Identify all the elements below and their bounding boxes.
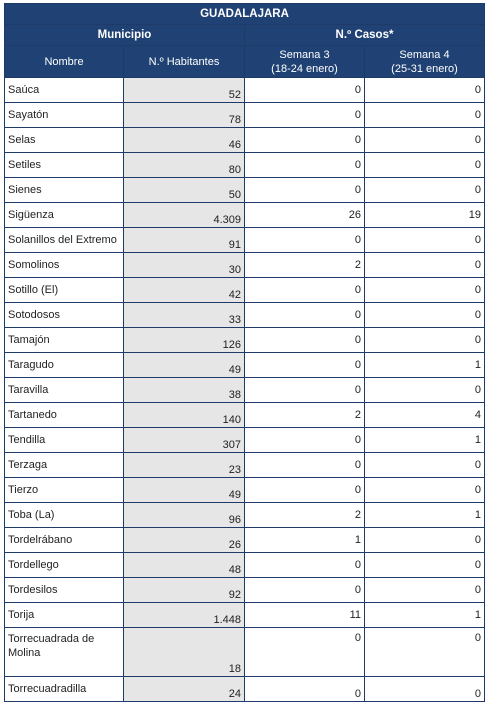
municipio-name-cell: Solanillos del Extremo [5, 228, 124, 253]
habitantes-cell: 49 [124, 478, 245, 503]
municipio-name-cell: Terzaga [5, 453, 124, 478]
table-row [5, 578, 485, 603]
habitantes-cell: 30 [124, 253, 245, 278]
municipio-header: Municipio [5, 25, 245, 46]
semana4-cell: 0 [365, 553, 485, 578]
semana3-header [245, 46, 365, 78]
municipio-name-cell: Toba (La) [5, 503, 124, 528]
habitantes-cell: 307 [124, 428, 245, 453]
table-row [5, 128, 485, 153]
municipio-name-cell: Sotillo (El) [5, 278, 124, 303]
semana3-cell: 0 [245, 378, 365, 403]
table-row [5, 553, 485, 578]
semana4-cell: 0 [365, 103, 485, 128]
semana3-cell: 26 [245, 203, 365, 228]
semana4-label: Semana 4 [399, 48, 450, 61]
habitantes-cell: 42 [124, 278, 245, 303]
table-row [5, 103, 485, 128]
semana3-cell: 2 [245, 253, 365, 278]
semana4-range: (25-31 enero) [391, 62, 458, 75]
semana3-cell: 0 [245, 628, 365, 677]
table-row [5, 153, 485, 178]
table-row [5, 428, 485, 453]
semana4-cell: 0 [365, 278, 485, 303]
table-row [5, 603, 485, 628]
semana3-cell: 0 [245, 153, 365, 178]
municipio-name-cell: Torija [5, 603, 124, 628]
habitantes-cell: 52 [124, 78, 245, 103]
semana3-cell: 1 [245, 528, 365, 553]
municipio-name-cell: Sienes [5, 178, 124, 203]
semana3-label: Semana 3 [279, 48, 330, 61]
semana4-cell: 0 [365, 128, 485, 153]
table-row [5, 528, 485, 553]
semana4-cell: 0 [365, 253, 485, 278]
habitantes-cell: 24 [124, 677, 245, 702]
municipio-name-cell: Tartanedo [5, 403, 124, 428]
habitantes-cell: 50 [124, 178, 245, 203]
habitantes-cell: 91 [124, 228, 245, 253]
municipio-name-cell: Tordelrábano [5, 528, 124, 553]
semana4-cell: 0 [365, 677, 485, 702]
semana4-cell: 0 [365, 478, 485, 503]
municipio-name-cell: Saúca [5, 78, 124, 103]
semana3-cell: 0 [245, 578, 365, 603]
cases-table [4, 3, 485, 702]
habitantes-cell: 23 [124, 453, 245, 478]
habitantes-cell: 80 [124, 153, 245, 178]
semana3-cell: 0 [245, 128, 365, 153]
habitantes-cell: 26 [124, 528, 245, 553]
municipio-name-cell: Tierzo [5, 478, 124, 503]
table-row [5, 403, 485, 428]
habitantes-cell: 140 [124, 403, 245, 428]
semana4-cell: 1 [365, 353, 485, 378]
semana3-cell: 0 [245, 303, 365, 328]
habitantes-cell: 33 [124, 303, 245, 328]
municipio-name-cell: Tamajón [5, 328, 124, 353]
habitantes-cell: 48 [124, 553, 245, 578]
semana4-cell: 0 [365, 153, 485, 178]
habitantes-cell: 38 [124, 378, 245, 403]
semana3-cell: 0 [245, 78, 365, 103]
table-row [5, 303, 485, 328]
semana4-cell: 0 [365, 528, 485, 553]
municipio-name-cell: Somolinos [5, 253, 124, 278]
semana4-cell: 0 [365, 378, 485, 403]
semana4-cell: 0 [365, 303, 485, 328]
municipio-name-cell: Selas [5, 128, 124, 153]
semana4-cell: 0 [365, 178, 485, 203]
semana4-cell: 4 [365, 403, 485, 428]
habitantes-cell: 18 [124, 628, 245, 677]
table-row [5, 353, 485, 378]
municipio-name-cell: Torrecuadrada de Molina [5, 628, 124, 677]
table-row [5, 253, 485, 278]
semana4-cell: 0 [365, 628, 485, 677]
semana4-cell: 0 [365, 328, 485, 353]
semana3-cell: 0 [245, 103, 365, 128]
semana4-cell: 0 [365, 578, 485, 603]
semana3-cell: 2 [245, 403, 365, 428]
table-row [5, 628, 485, 677]
semana3-cell: 0 [245, 553, 365, 578]
habitantes-cell: 92 [124, 578, 245, 603]
semana3-cell: 11 [245, 603, 365, 628]
municipio-name-cell: Sayatón [5, 103, 124, 128]
semana4-cell: 1 [365, 428, 485, 453]
municipio-name-cell: Taragudo [5, 353, 124, 378]
nombre-header: Nombre [5, 46, 124, 78]
municipio-name-cell: Tordesilos [5, 578, 124, 603]
semana4-cell: 19 [365, 203, 485, 228]
table-row [5, 228, 485, 253]
table-row [5, 203, 485, 228]
semana3-cell: 0 [245, 278, 365, 303]
municipio-name-cell: Setiles [5, 153, 124, 178]
table-row [5, 378, 485, 403]
semana3-cell: 0 [245, 178, 365, 203]
table-row [5, 677, 485, 702]
habitantes-cell: 49 [124, 353, 245, 378]
casos-header: N.º Casos* [245, 25, 485, 46]
semana3-cell: 0 [245, 353, 365, 378]
semana3-cell: 0 [245, 453, 365, 478]
table-title: GUADALAJARA [5, 4, 485, 25]
semana3-cell: 0 [245, 677, 365, 702]
habitantes-cell: 78 [124, 103, 245, 128]
habitantes-cell: 126 [124, 328, 245, 353]
municipio-name-cell: Sigüenza [5, 203, 124, 228]
table-row [5, 453, 485, 478]
semana4-cell: 1 [365, 503, 485, 528]
habitantes-cell: 4.309 [124, 203, 245, 228]
table-row [5, 328, 485, 353]
municipio-name-cell: Tendilla [5, 428, 124, 453]
semana4-cell: 0 [365, 453, 485, 478]
table-row [5, 78, 485, 103]
table-row [5, 478, 485, 503]
municipio-name-cell: Torrecuadradilla [5, 677, 124, 702]
semana4-header [365, 46, 485, 78]
habitantes-cell: 96 [124, 503, 245, 528]
habitantes-header: N.º Habitantes [124, 46, 245, 78]
semana4-cell: 0 [365, 78, 485, 103]
semana4-cell: 1 [365, 603, 485, 628]
semana4-cell: 0 [365, 228, 485, 253]
municipio-name-cell: Taravilla [5, 378, 124, 403]
semana3-cell: 0 [245, 478, 365, 503]
table-row [5, 178, 485, 203]
semana3-cell: 0 [245, 228, 365, 253]
semana3-cell: 0 [245, 428, 365, 453]
semana3-range: (18-24 enero) [271, 62, 338, 75]
habitantes-cell: 1.448 [124, 603, 245, 628]
table-row [5, 278, 485, 303]
semana3-cell: 0 [245, 328, 365, 353]
municipio-name-cell: Tordellego [5, 553, 124, 578]
table-row [5, 503, 485, 528]
habitantes-cell: 46 [124, 128, 245, 153]
semana3-cell: 2 [245, 503, 365, 528]
municipio-name-cell: Sotodosos [5, 303, 124, 328]
